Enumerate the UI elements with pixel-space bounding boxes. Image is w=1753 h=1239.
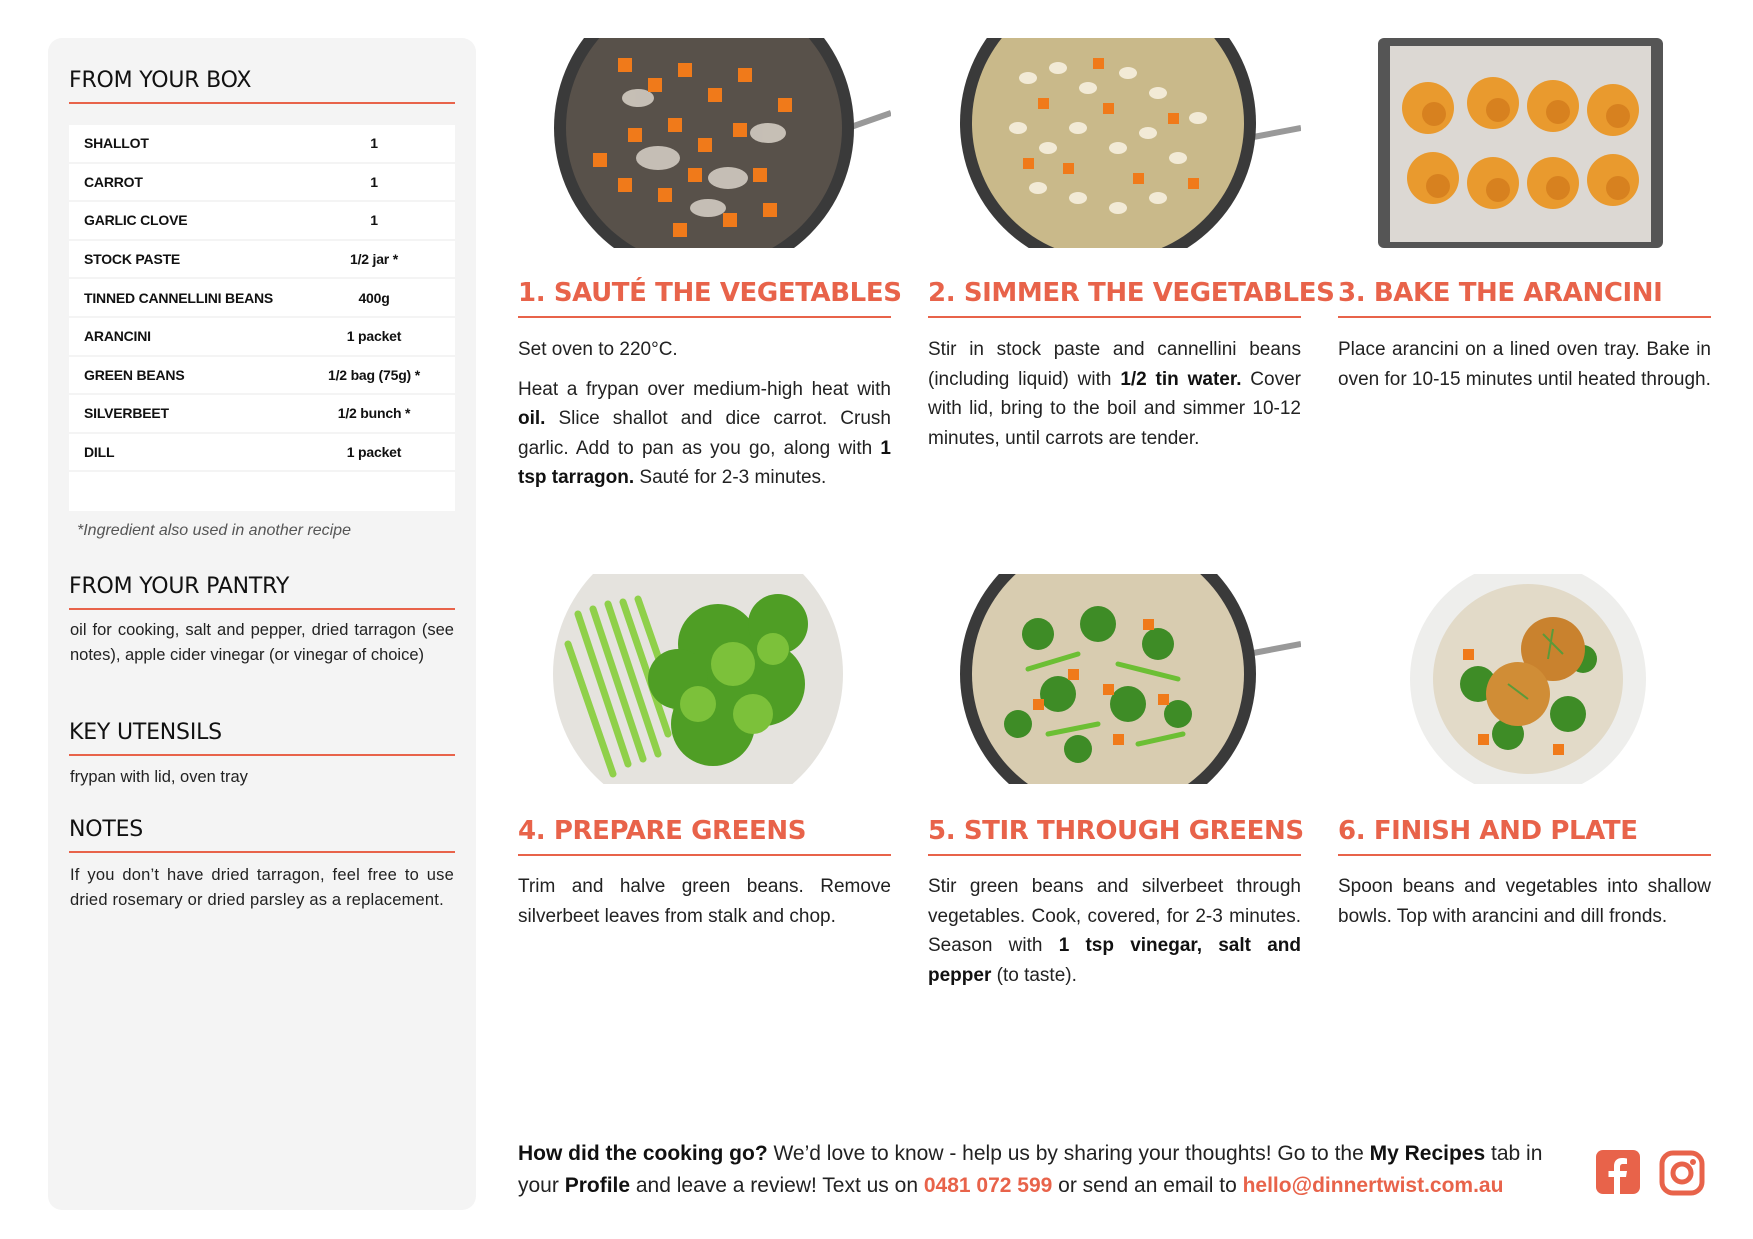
step-text-span: Stir in stock paste and cannellini beans (including liquid) with	[928, 339, 1301, 390]
ingredient-qty: 1	[370, 212, 378, 229]
table-row	[69, 434, 455, 473]
key-utensils-heading: KEY UTENSILS	[69, 720, 455, 756]
ingredient-qty: 1/2 jar *	[349, 251, 398, 268]
table-row	[69, 241, 455, 280]
footer-text: tab in your	[518, 1142, 1543, 1197]
footer-text: and leave a review! Text us on	[630, 1174, 924, 1197]
ingredient-qty: 1/2 bunch *	[337, 405, 411, 422]
profile-link[interactable]: Profile	[564, 1174, 631, 1197]
pantry-text: oil for cooking, salt and pepper, dried tarragon (see notes), apple cider vinegar (or vinegar of choice)	[70, 621, 454, 664]
ingredient-footnote: *Ingredient also used in another recipe	[77, 522, 351, 539]
step-2-text	[928, 335, 1301, 463]
ingredient-qty: 1 packet	[346, 328, 402, 345]
ingredient-qty: 1	[370, 173, 378, 190]
ingredients-table	[69, 125, 455, 511]
utensils-text: frypan with lid, oven tray	[70, 768, 248, 786]
email-link[interactable]: hello@dinnertwist.com.au	[1242, 1174, 1504, 1197]
table-row	[69, 125, 455, 164]
step-text-span: Sauté for 2-3 minutes.	[634, 467, 827, 488]
step-5-photo	[928, 574, 1301, 784]
step-3-photo	[1338, 38, 1711, 248]
ingredient-qty: 1/2 bag (75g) *	[328, 366, 420, 383]
ingredient-name: TINNED CANNELLINI BEANS	[84, 289, 274, 306]
ingredient-name: STOCK PASTE	[84, 251, 181, 268]
instagram-icon[interactable]	[1659, 1150, 1705, 1201]
step-1-photo	[518, 38, 891, 248]
step-2-photo	[928, 38, 1301, 248]
step-6-text-p1: Spoon beans and vegetables into shallow bowls. Top with arancini and dill fronds.	[1338, 876, 1711, 927]
ingredient-qty: 1	[370, 135, 378, 152]
table-row	[69, 164, 455, 203]
ingredient-name: SILVERBEET	[84, 405, 169, 422]
phone-link[interactable]: 0481 072 599	[923, 1174, 1053, 1197]
step-text-span: Cover with lid, bring to the boil and simmer 10-12 minutes, until carrots are tender.	[928, 368, 1301, 449]
facebook-icon[interactable]	[1596, 1150, 1640, 1199]
from-your-pantry-heading: FROM YOUR PANTRY	[69, 574, 455, 610]
ingredient-name: SHALLOT	[84, 135, 149, 152]
step-text-bold: 1/2 tin water.	[1120, 368, 1242, 390]
step-text-span: Slice shallot and dice carrot. Crush garlic. Add to pan as you go, along with	[518, 408, 891, 459]
ingredient-name: DILL	[84, 444, 115, 461]
step-6-title: 6. FINISH AND PLATE	[1338, 816, 1711, 856]
ingredient-qty: 400g	[358, 289, 390, 306]
step-2-text-p1	[928, 335, 1301, 453]
step-5-text	[928, 872, 1301, 1000]
ingredient-name: ARANCINI	[84, 328, 151, 345]
table-row	[69, 318, 455, 357]
ingredient-name: GREEN BEANS	[84, 366, 185, 383]
ingredient-name: GARLIC CLOVE	[84, 212, 188, 229]
footer-text: or send an email to	[1052, 1174, 1243, 1197]
table-row	[69, 279, 455, 318]
step-5-title: 5. STIR THROUGH GREENS	[928, 816, 1301, 856]
ingredient-name: CARROT	[84, 173, 143, 190]
footer-text: We’d love to know - help us by sharing your thoughts! Go to the	[767, 1142, 1370, 1165]
step-1-text-p1: Set oven to 220°C.	[518, 339, 678, 360]
step-4-title: 4. PREPARE GREENS	[518, 816, 891, 856]
step-3-title: 3. BAKE THE ARANCINI	[1338, 278, 1711, 318]
step-6-photo	[1338, 574, 1711, 784]
step-3-text	[1338, 335, 1711, 404]
table-row	[69, 357, 455, 396]
notes-text: If you don’t have dried tarragon, feel free to use dried rosemary or dried parsley as a replacement.	[70, 866, 454, 909]
ingredients-panel	[48, 38, 476, 1210]
step-1-title: 1. SAUTÉ THE VEGETABLES	[518, 278, 891, 318]
step-4-text	[518, 872, 891, 941]
step-1-text	[518, 335, 891, 503]
table-row	[69, 202, 455, 241]
step-4-text-p1: Trim and halve green beans. Remove silverbeet leaves from stalk and chop.	[518, 876, 891, 927]
step-3-text-p1: Place arancini on a lined oven tray. Bake in oven for 10-15 minutes until heated through.	[1338, 339, 1711, 390]
ingredient-qty: 1 packet	[346, 444, 402, 461]
my-recipes-link[interactable]: My Recipes	[1369, 1142, 1486, 1165]
step-text-span: Heat a frypan over medium-high heat with	[518, 378, 891, 400]
notes-heading: NOTES	[69, 817, 455, 853]
step-text-bold: 1 tsp vinegar, salt and pepper	[928, 935, 1301, 986]
from-your-box-heading: FROM YOUR BOX	[69, 68, 455, 104]
feedback-footer	[518, 1138, 1578, 1202]
step-4-photo	[518, 574, 891, 784]
step-text-bold: oil.	[518, 408, 546, 429]
step-1-text-p2	[518, 375, 891, 493]
table-row	[69, 395, 455, 434]
step-6-text	[1338, 872, 1711, 941]
step-text-bold: 1 tsp tarragon.	[518, 437, 891, 488]
step-text-span: (to taste).	[991, 964, 1077, 986]
step-text-span: Stir green beans and silverbeet through vegetables. Cook, covered, for 2-3 minutes. Season with	[928, 876, 1301, 956]
step-5-text-p1	[928, 872, 1301, 990]
step-2-title: 2. SIMMER THE VEGETABLES	[928, 278, 1301, 318]
footer-question: How did the cooking go?	[518, 1142, 768, 1165]
